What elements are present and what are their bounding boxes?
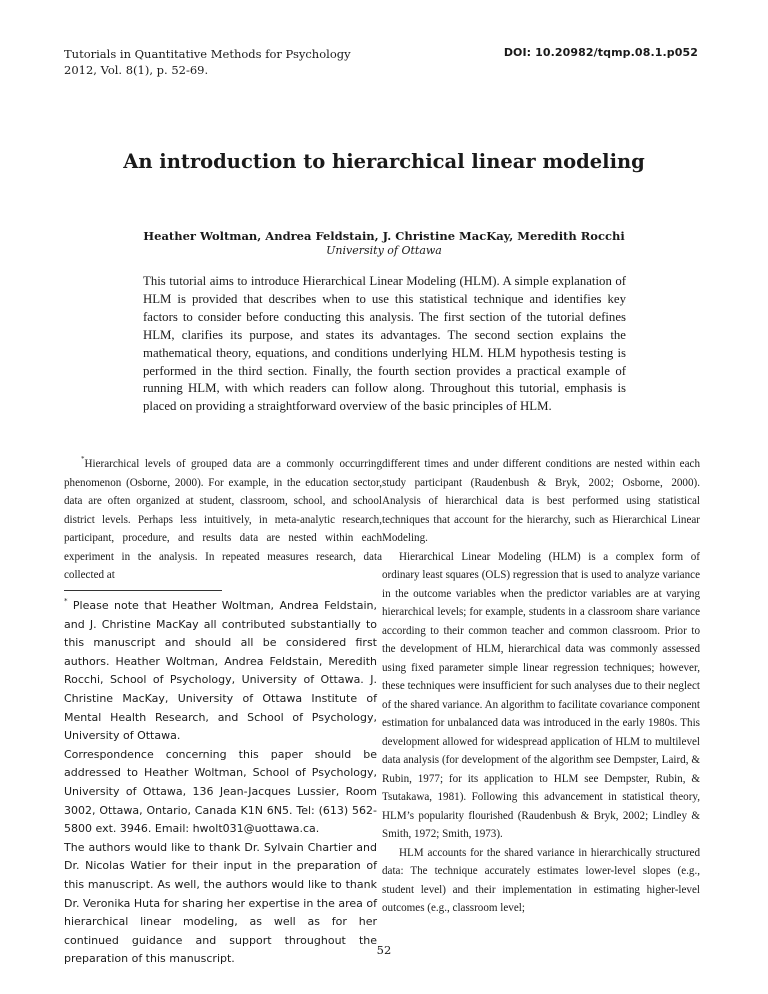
body-paragraph: Hierarchical Linear Modeling (HLM) is a complex form of ordinary least squares (OLS) regression that is used to analyze variance in the outcome variables when the predictor variables are at varying hierarchical levels; for example, students in a classroom share variance according to their common teacher and common classroom. Prior to the development of HLM, hierarchical data was commonly assessed using fixed parameter simple linear regression techniques; however, these techniques were insufficient for such analyses due to their neglect of the shared variance. An algorithm to facilitate covariance component estimation for unbalanced data was introduced in the early 1980s. This development allowed for widespread application of HLM to multilevel data analysis (for development of the algorithm see Dempster, Laird, & Rubin, 1977; for its application to HLM see Dempster, Rubin, & Tsutakawa, 1981). Following this advancement in statistical theory, HLM’s popularity flourished (Raudenbush & Bryk, 2002; Lindley & Smith, 1972; Smith, 1973). — [382, 550, 700, 840]
affiliation: University of Ottawa — [326, 244, 442, 257]
footnote-text: Please note that Heather Woltman, Andrea Feldstain, and J. Christine MacKay all contributed substantially to this manuscript and should all be considered first authors. Heather Woltman, Andrea Feldstain, Meredith Rocchi, School of Psychology, University of Ottawa. J. Christine MacKay, University of Ottawa Institute of Mental Health Research, and School of Psychology, University of Ottawa. — [64, 599, 377, 743]
footnote-marker: * — [81, 455, 85, 463]
running-header — [64, 46, 351, 78]
body-paragraph — [64, 455, 382, 585]
footnote-marker: * — [64, 597, 68, 605]
abstract: This tutorial aims to introduce Hierarchical Linear Modeling (HLM). A simple explanation of HLM is provided that describes when to use this statistical technique and identifies key factors to consider before conducting this analysis. The first section of the tutorial defines HLM, clarifies its purpose, and states its advantages. The second section explains the mathematical theory, equations, and conditions underlying HLM. HLM hypothesis testing is performed in the third section. Finally, the fourth section provides a practical example of running HLM, with which readers can follow along. Throughout this tutorial, emphasis is placed on providing a straightforward overview of the basic principles of HLM. — [143, 274, 626, 414]
body-paragraph: different times and under different conditions are nested within each study participant (Raudenbush & Bryk, 2002; Osborne, 2000). Analysis of hierarchical data is best performed using statistical techniques that account for the hierarchy, such as Hierarchical Linear Modeling. — [382, 458, 700, 544]
paragraph-text: Hierarchical levels of grouped data are a commonly occurring phenomenon (Osborne, 2000). For example, in the education sector, data are often organized at student, classroom, school, and school district levels. Perhaps less intuitively, in meta-analytic research, participant, procedure, and results data are nested within each experiment in the analysis. In repeated measures research, data collected at — [64, 458, 382, 581]
journal-name: Tutorials in Quantitative Methods for Psychology — [64, 47, 351, 61]
footnote — [64, 597, 377, 969]
footnote-divider — [64, 590, 222, 591]
paper-title: An introduction to hierarchical linear modeling — [123, 150, 645, 173]
page-number: 52 — [376, 943, 392, 957]
footnote-paragraph — [64, 597, 377, 746]
left-column — [64, 455, 382, 585]
journal-volume: 2012, Vol. 8(1), p. 52-69. — [64, 63, 209, 77]
footnote-paragraph: Correspondence concerning this paper should be addressed to Heather Woltman, School of Psychology, University of Ottawa, 136 Jean-Jacques Lussier, Room 3002, Ottawa, Ontario, Canada K1N 6N5. Tel: (613) 562-5800 ext. 3946. Email: hwolt031@uottawa.ca. — [64, 747, 377, 836]
body-paragraph: HLM accounts for the shared variance in hierarchically structured data: The technique accurately estimates lower-level slopes (e.g., student level) and their implementation in estimating higher-level outcomes (e.g., classroom level; — [382, 846, 700, 914]
footnote-paragraph: The authors would like to thank Dr. Sylvain Chartier and Dr. Nicolas Watier for their input in the preparation of this manuscript. As well, the authors would like to thank Dr. Veronika Huta for sharing her expertise in the area of hierarchical linear modeling, as well as for her continued guidance and support throughout the preparation of this manuscript. — [64, 840, 377, 966]
doi-label: DOI: 10.20982/tqmp.08.1.p052 — [503, 46, 698, 59]
author-list: Heather Woltman, Andrea Feldstain, J. Christine MacKay, Meredith Rocchi — [143, 229, 625, 243]
right-column — [382, 455, 700, 918]
